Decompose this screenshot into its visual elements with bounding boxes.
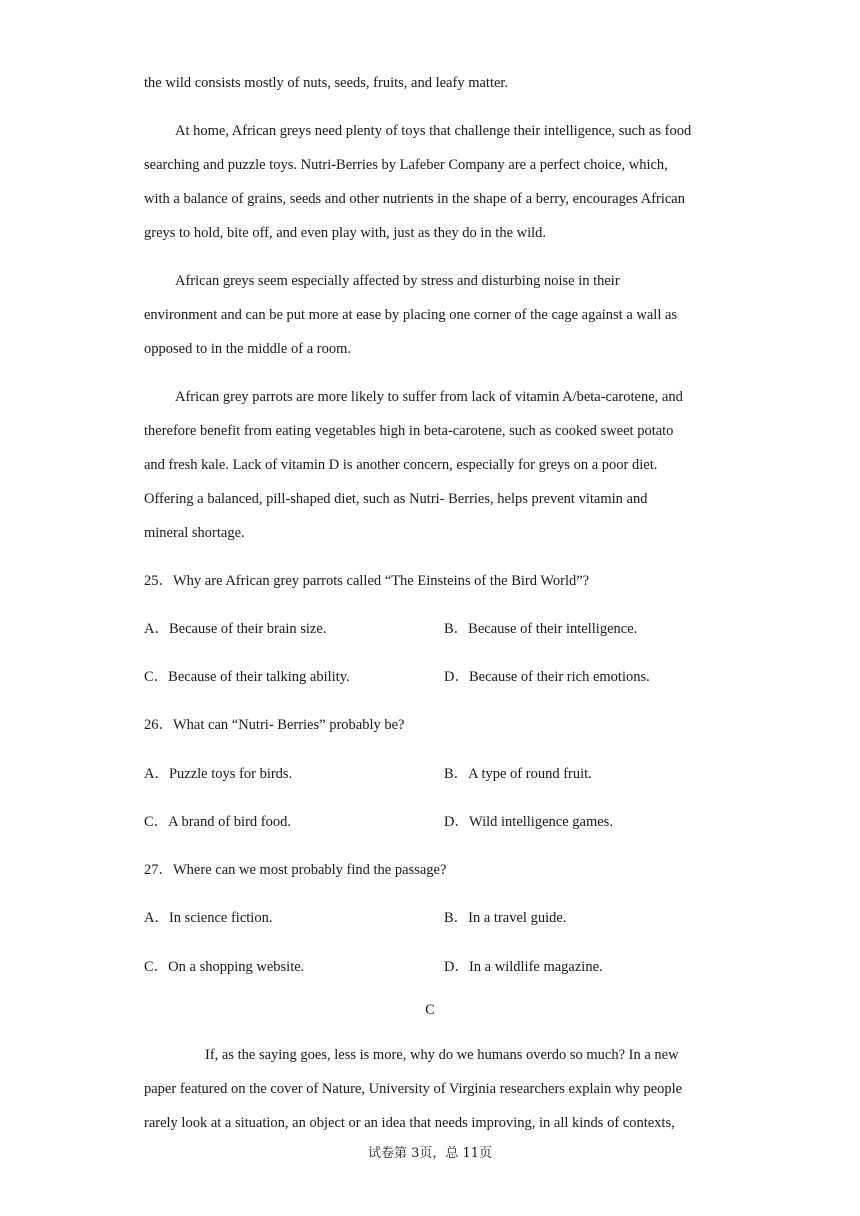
question-25-option-c: C．Because of their talking ability. bbox=[144, 669, 350, 685]
passage-b-line-2: At home, African greys need plenty of toys that challenge their intelligence, such as food bbox=[175, 123, 692, 139]
question-25-option-a: A．Because of their brain size. bbox=[144, 621, 327, 637]
passage-b-line-8: opposed to in the middle of a room. bbox=[144, 341, 351, 357]
passage-b-line-10: therefore benefit from eating vegetables high in beta-carotene, such as cooked sweet potato bbox=[144, 423, 674, 439]
question-26-option-c: C．A brand of bird food. bbox=[144, 814, 291, 830]
passage-b-line-11: and fresh kale. Lack of vitamin D is another concern, especially for greys on a poor diet. bbox=[144, 457, 658, 473]
passage-b-line-1: the wild consists mostly of nuts, seeds, fruits, and leafy matter. bbox=[144, 75, 509, 91]
question-26-option-a: A．Puzzle toys for birds. bbox=[144, 766, 293, 782]
passage-b-line-9: African grey parrots are more likely to suffer from lack of vitamin A/beta-carotene, and bbox=[175, 389, 683, 405]
passage-b-line-6: African greys seem especially affected by stress and disturbing noise in their bbox=[175, 273, 620, 289]
passage-b-line-12: Offering a balanced, pill-shaped diet, such as Nutri- Berries, helps prevent vitamin and bbox=[144, 491, 648, 507]
passage-b-line-5: greys to hold, bite off, and even play with, just as they do in the wild. bbox=[144, 225, 547, 241]
question-27-stem: 27．Where can we most probably find the passage? bbox=[144, 862, 447, 878]
question-27-option-c: C．On a shopping website. bbox=[144, 959, 305, 975]
section-c-heading: C bbox=[425, 1002, 435, 1018]
question-26-option-d: D．Wild intelligence games. bbox=[444, 814, 613, 830]
question-26-option-b: B．A type of round fruit. bbox=[444, 766, 592, 782]
passage-b-line-3: searching and puzzle toys. Nutri-Berries by Lafeber Company are a perfect choice, which, bbox=[144, 157, 668, 173]
question-27-option-d: D．In a wildlife magazine. bbox=[444, 959, 603, 975]
question-26-stem: 26．What can “Nutri- Berries” probably be? bbox=[144, 717, 405, 733]
question-25-option-d: D．Because of their rich emotions. bbox=[444, 669, 650, 685]
passage-b-line-4: with a balance of grains, seeds and other nutrients in the shape of a berry, encourages African bbox=[144, 191, 685, 207]
page-footer: 试卷第 3页，总 11页 bbox=[367, 1146, 493, 1161]
passage-b-line-13: mineral shortage. bbox=[144, 525, 245, 541]
question-27-option-b: B．In a travel guide. bbox=[444, 910, 567, 926]
section-c-line-3: rarely look at a situation, an object or an idea that needs improving, in all kinds of contexts, bbox=[144, 1115, 675, 1131]
question-25-option-b: B．Because of their intelligence. bbox=[444, 621, 638, 637]
passage-b-line-7: environment and can be put more at ease by placing one corner of the cage against a wall as bbox=[144, 307, 678, 323]
section-c-line-2: paper featured on the cover of Nature, University of Virginia researchers explain why people bbox=[144, 1081, 683, 1097]
section-c-line-1: If, as the saying goes, less is more, why do we humans overdo so much? In a new bbox=[205, 1047, 679, 1063]
question-27-option-a: A．In science fiction. bbox=[144, 910, 273, 926]
question-25-stem: 25．Why are African grey parrots called “The Einsteins of the Bird World”? bbox=[144, 573, 590, 589]
